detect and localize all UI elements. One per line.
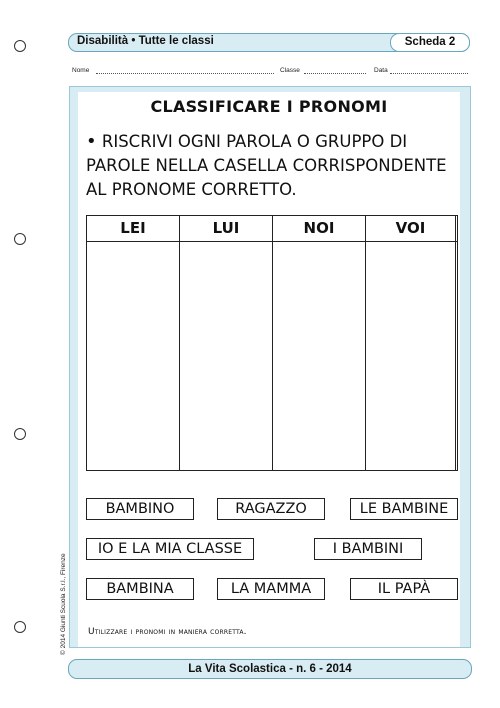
word-box[interactable]: LA MAMMA (217, 578, 325, 600)
word-box[interactable]: IL PAPÀ (350, 578, 458, 600)
column-lui[interactable] (180, 216, 273, 470)
date-label: Data (374, 67, 388, 74)
binder-hole-1 (14, 40, 26, 52)
exercise-note: Utilizzare i pronomi in maniera corretta. (88, 627, 247, 637)
word-box[interactable]: IO E LA MIA CLASSE (86, 538, 254, 560)
header-left (77, 35, 214, 47)
class-field[interactable] (304, 72, 366, 74)
header-category: Disabilità (77, 35, 129, 47)
header-separator: • (131, 35, 136, 47)
binder-hole-2 (14, 233, 26, 245)
column-voi[interactable] (366, 216, 456, 470)
column-noi[interactable] (273, 216, 366, 470)
header-bar (68, 33, 470, 52)
header-audience: Tutte le classi (138, 35, 214, 47)
pronoun-table (86, 215, 458, 471)
sheet-label: Scheda 2 (390, 33, 470, 52)
exercise-title: CLASSIFICARE I PRONOMI (150, 97, 388, 116)
name-label: Nome (72, 67, 90, 74)
exercise-panel (78, 92, 460, 647)
word-box[interactable]: LE BAMBINE (350, 498, 458, 520)
footer-bar: La Vita Scolastica - n. 6 - 2014 (68, 659, 472, 679)
class-label: Classe (280, 67, 300, 74)
bullet-icon: • (86, 131, 97, 152)
word-box[interactable]: BAMBINO (86, 498, 194, 520)
binder-hole-3 (14, 428, 26, 440)
date-field[interactable] (390, 72, 468, 74)
word-box[interactable]: BAMBINA (86, 578, 194, 600)
exercise-instruction (86, 130, 456, 202)
table-header-row (87, 216, 457, 242)
column-header-lei: LEI (120, 219, 146, 237)
binder-hole-4 (14, 621, 26, 633)
instruction-text: RISCRIVI OGNI PAROLA O GRUPPO DI PAROLE NELLA CASELLA CORRISPONDENTE AL PRONOME CORRETTO. (86, 132, 447, 199)
name-field[interactable] (96, 72, 274, 74)
word-box[interactable]: I BAMBINI (314, 538, 422, 560)
column-header-noi: NOI (303, 219, 335, 237)
column-header-voi: VOI (395, 219, 426, 237)
column-lei[interactable] (87, 216, 180, 470)
column-header-lui: LUI (212, 219, 240, 237)
word-box[interactable]: RAGAZZO (217, 498, 325, 520)
copyright-text: © 2014 Giunti Scuola S.r.l., Firenze (60, 553, 67, 655)
